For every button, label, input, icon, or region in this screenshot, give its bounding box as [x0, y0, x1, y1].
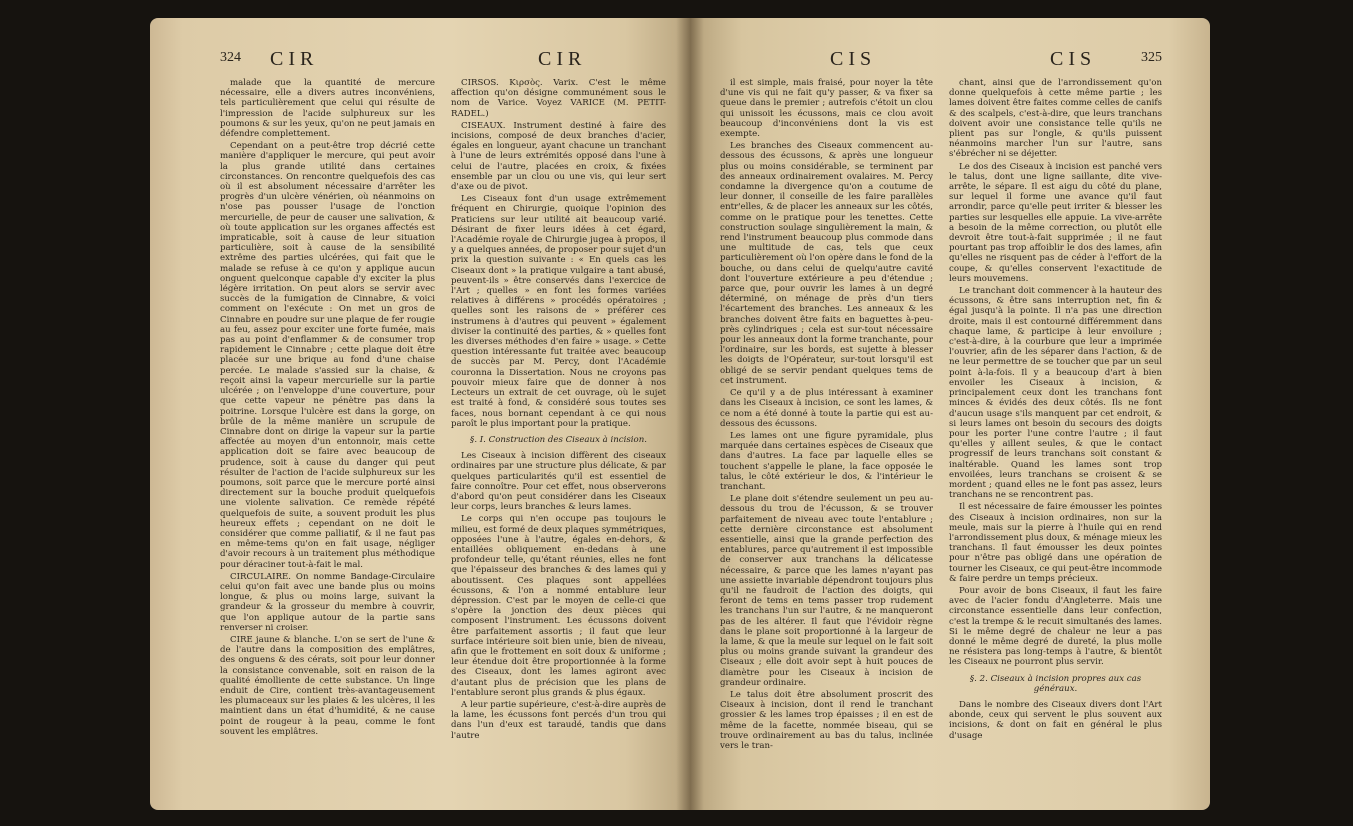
paragraph: CISEAUX. Instrument destiné à faire des incisions, composé de deux branches d'acier, égales en longueur, ayant chacune un tranchant à l'une de leurs extrémités opposé dans l'une à celui de l'autre, placées en croix, & fixées ensemble par un clou ou une vis, qui leur sert d'axe ou de pivot.: [451, 120, 666, 193]
right-page: [690, 18, 1210, 810]
paragraph: CIRE jaune & blanche. L'on se sert de l'une & de l'autre dans la composition des emplâtres, des onguens & des cérats, soit pour leur donner la consistance convenable, soit en raison de la qualité émolliente de cette substance. Un linge enduit de Cire, contient très-avantageusement les plumaceaux sur les plaies & les ulcères, il les maintient dans un état d'humidité, & ne cause point de rougeur à la peau, comme le font souvent les emplâtres.: [220, 634, 435, 737]
paragraph: chant, ainsi que de l'arrondissement qu'on donne quelquefois à cette même partie ; les lames doivent être faites comme celles de canifs & des scalpels, c'est-à-dire, que leurs tranchans doivent avoir une consistance telle qu'ils ne plient pas sur l'ongle, & qu'ils puissent néanmoins marcher l'un sur l'autre, sans s'ébrécher ni se déjetter.: [949, 78, 1162, 160]
paragraph: Le corps qui n'en occupe pas toujours le milieu, est formé de deux plaques symmétriques, opposées l'une à l'autre, égales en-dehors, & entaillées obliquement en-dedans à une profondeur telle, qu'étant réunies, elles ne font que l'épaisseur des branches & des lames qui y aboutissent. Ces plaques sont appellées écussons, & l'on a nommé entablure leur dépression. C'est par le moyen de celle-ci que s'opère la jonction des deux pièces qui composent l'instrument. Les écussons doivent être parfaitement assortis ; il faut que leur surface intérieure soit bien unie, bien de niveau, afin que le frottement en soit doux & uniforme ; leur étendue doit être proportionnée à la forme des Ciseaux, dont les lames agiront avec d'autant plus de précision que les plans de l'entablure seront plus grands & plus égaux.: [451, 514, 666, 698]
section-heading: §. I. Construction des Ciseaux à incision.: [470, 434, 647, 445]
right-running-head: [720, 48, 1162, 72]
paragraph: Il est nécessaire de faire émousser les pointes des Ciseaux à incision ordinaires, non sur la meule, mais sur la pierre à l'huile qui en rend l'arrondissement plus doux, & ménage mieux les tranchans. Il faut émousser les deux pointes pour n'être pas obligé dans une opération de tourner les Ciseaux, ce qui peut-être incommode & faire perdre un temps précieux.: [949, 502, 1162, 584]
paragraph: Le talus doit être absolument proscrit des Ciseaux à incision, dont il rend le tranchant grossier & les lames trop épaisses ; il en est de même de la facette, nommée biseau, qui se trouve ordinairement au bas du talus, inclinée vers le tran-: [720, 689, 933, 751]
paragraph: Le dos des Ciseaux à incision est panché vers le talus, dont une ligne saillante, dite vive-arrête, le sépare. Il est aigu du côté du plane, sur lequel il forme une avance qu'il faut arrondir, parce qu'elle peut irriter & blesser les parties sur lesquelles elle appuie. La vive-arrête a besoin de la même correction, ou plutôt elle devroit être tout-à-fait supprimée ; il ne faut pourtant pas trop affoiblir le dos des lames, afin qu'elles ne risquent pas de céder à l'effort de la coupe, & qu'elles conservent l'exactitude de leurs mouvemens.: [949, 161, 1162, 284]
paragraph: Le plane doit s'étendre seulement un peu au-dessous du trou de l'écusson, & se trouver parfaitement de niveau avec toute l'entablure ; cette dernière circonstance est absolument essentielle, ainsi que la grande perfection des entablures, parce qu'autrement il est impossible de conserver aux tranchans la délicatesse nécessaire, & parce que les lames n'ayant pas une assiette invariable dépendront toujours plus qu'il ne faudroit de l'action des doigts, qui feront de tems en tems passer trop rudement les tranchans l'un sur l'autre, & ne manqueront pas de les altérer. Il faut que l'évidoir règne dans le plane soit proportionné à la largeur de la lame, & que la meule sur lequel on le fait soit plus ou moins grande suivant la grandeur des Ciseaux ; elle doit avoir sept à huit pouces de diamètre pour les Ciseaux à incision de grandeur ordinaire.: [720, 494, 933, 688]
right-page-number: 325: [1141, 50, 1162, 65]
paragraph: Pour avoir de bons Ciseaux, il faut les faire avec de l'acier fondu d'Angleterre. Mais une circonstance essentielle dans leur confection, c'est la trempe & le recuit simultanés des lames. Si le même degré de chaleur ne leur a pas donné le même degré de dureté, la plus molle ne résistera pas long-temps à l'autre, & bientôt les Ciseaux ne pourront plus servir.: [949, 585, 1162, 668]
paragraph: Les Ciseaux font d'un usage extrêmement fréquent en Chirurgie, quoique l'opinion des Praticiens sur leur utilité ait beaucoup varié. Désirant de fixer leurs idées à cet égard, l'Académie royale de Chirurgie jugea à propos, il y a quelques années, de proposer pour sujet d'un prix la question suivante : « En quels cas les Ciseaux dont » la pratique vulgaire a tant abusé, peuvent-ils » être conservés dans l'exercice de l'Art ; quelles » en font les formes variées relatives à différens » procédés opératoires ; quelles sont les raisons de » préférer ces instrumens à d'autres qui peuvent » également diviser la continuité des parties, & » quelles font les diverses méthodes d'en faire » usage. » Cette question intéressante fut traitée avec beaucoup de succès par M. Percy, dont l'Académie couronna la Dissertation. Nous ne croyons pas pouvoir mieux faire que de donner à nos Lecteurs un extrait de cet ouvrage, où le sujet est traité à fond, & considéré sous toutes ses faces, nous bornant cependant à ce qui nous paroît le plus important pour la pratique.: [451, 194, 666, 429]
right-head-word-2: CIS: [1050, 48, 1097, 70]
paragraph: malade que la quantité de mercure nécessaire, elle a divers autres inconvéniens, tels particulièrement que celui qui résulte de l'impression de l'acide sulphureux sur les poumons & sur les yeux, qu'on ne peut jamais en défendre complettement.: [220, 78, 435, 140]
paragraph: CIRCULAIRE. On nomme Bandage-Circulaire celui qu'on fait avec une bande plus ou moins longue, & plus ou moins large, suivant la grandeur & la grosseur du membre à couvrir, que l'on applique autour de la partie sans renverser ni croiser.: [220, 571, 435, 633]
right-column-1: [720, 78, 933, 804]
paragraph: Ce qu'il y a de plus intéressant à examiner dans les Ciseaux à incision, ce sont les lames, & ce nom a été donné à toute la partie qui est au-dessous des écussons.: [720, 388, 933, 429]
paragraph: Le tranchant doit commencer à la hauteur des écussons, & être sans interruption net, fin & égal jusqu'à la pointe. Il n'a pas une direction droite, mais il est contourné différemment dans chaque lame, & participe à leur envoilure ; c'est-à-dire, à la courbure que leur a imprimée l'ouvrier, afin de les séparer dans l'action, & de ne leur permettre de se toucher que par un seul point à-la-fois. Il y a beaucoup d'art à bien envoiler les Ciseaux à incision, & principalement ceux dont les tranchans font minces & évidés des deux côtés. Ils ne font d'aucun usage s'ils manquent par cet endroit, & si leurs lames ont besoin du secours des doigts pour les porter l'une contre l'autre ; il faut qu'elles y aillent seules, & que le contact progressif de leurs tranchans soit constant & inaltérable. Quand les lames sont trop envoilées, leurs tranchans se croisent & se mordent ; quand elles ne le font pas assez, leurs tranchans ne se rencontrent pas.: [949, 286, 1162, 501]
left-head-word-2: CIR: [538, 48, 587, 70]
paragraph: Les Ciseaux à incision diffèrent des ciseaux ordinaires par une structure plus délicate, & par quelques particularités qu'il est essentiel de faire connoître. Pour cet effet, nous observerons d'abord qu'on peut considérer dans les Ciseaux leur corps, leurs branches & leurs lames.: [451, 451, 666, 513]
paragraph: Cependant on a peut-être trop décrié cette manière d'appliquer le mercure, qui peut avoir la plus grande utilité dans certaines circonstances. On rencontre quelquefois des cas où il est absolument nécessaire d'arrêter les progrès d'un ulcère vénérien, où néanmoins on n'ose pas pousser l'usage de l'onction mercurielle, de peur de causer une salivation, & où toute application sur les organes affectés est impraticable, soit à cause de leur situation particulière, soit à cause de la sensibilité extrême des parties ulcérées, qui fait que le malade se refuse à ce qu'on y applique aucun onguent quelconque capable d'y exciter la plus légère irritation. On peut alors se servir avec succès de la fumigation de Cinnabre, & voici comment on l'exécute : On met un gros de Cinnabre en poudre sur une plaque de fer rougie au feu, assez pour exciter une forte fumée, mais pas au point d'enflammer & de consumer trop rapidement le Cinnabre ; cette plaque doit être placée sur une brique au fond d'une chaise percée. Le malade s'assied sur la chaise, & reçoit ainsi la vapeur mercurielle sur la partie ulcérée ; on l'enveloppe d'une couverture, pour que cette vapeur ne pénètre pas dans la poitrine. Lorsque l'ulcère est dans la gorge, on brûle de la même manière un scrupule de Cinnabre dont on dirige la vapeur sur la partie affectée au moyen d'un entonnoir, mais cette application doit se faire avec beaucoup de prudence, soit à cause du danger qui peut résulter de l'action de l'acide sulphureux sur les poumons, soit parce que le mercure porté ainsi directement sur la bouche produit quelquefois une violente salivation. Ce remède répété quelquefois de suite, a souvent produit les plus heureux effets ; cependant on ne doit le considérer que comme palliatif, & il ne faut pas en même-tems qu'on en fait usage, négliger d'avoir recours à un traitement plus méthodique pour déraciner tout-à-fait le mal.: [220, 141, 435, 570]
paragraph: Les branches des Ciseaux commencent au-dessous des écussons, & après une longueur plus ou moins considérable, se terminent par des anneaux ordinairement ovalaires. M. Percy condamne la divergence qu'on a coutume de leur donner, il conseille de les faire parallèles entr'elles, & de placer les anneaux sur les côtés, comme on le pratique pour les tenettes. Cette construction soulage singulièrement la main, & rend l'instrument beaucoup plus commode dans une multitude de cas, tels que ceux particulièrement où l'on opère dans le fond de la bouche, ou dans celui de quelqu'autre cavité dont l'ouverture extérieure a peu d'étendue ; parce que, pour ouvrir les lames à un degré déterminé, on ménage de près d'un tiers l'écartement des branches. Les anneaux & les branches doivent être faits en baguettes à-peu-près cylindriques ; cela est sur-tout nécessaire pour les anneaux dont la forme tranchante, pour l'ordinaire, sur les bords, est sujette à blesser les doigts de l'Opérateur, sur-tout lorsqu'il est obligé de se servir pendant quelques tems de cet instrument.: [720, 141, 933, 386]
right-column-2: [949, 78, 1162, 804]
left-running-head: [220, 48, 666, 72]
paragraph: il est simple, mais fraisé, pour noyer la tête d'une vis qui ne fait qu'y passer, & va fixer sa queue dans le premier ; autrefois c'étoit un clou qui unissoit les écussons, mais ce clou avoit beaucoup d'inconvéniens dont la vis est exempte.: [720, 78, 933, 140]
left-page-number: 324: [220, 50, 241, 65]
right-head-word-1: CIS: [830, 48, 877, 70]
paragraph: Dans le nombre des Ciseaux divers dont l'Art abonde, ceux qui servent le plus souvent aux incisions, & dont on fait en général le plus d'usage: [949, 699, 1162, 741]
book-gutter: [676, 18, 704, 810]
left-column-2: [451, 78, 666, 804]
left-page: [150, 18, 690, 810]
paragraph: CIRSOS. Κιρσὸς. Varix. C'est le même affection qu'on désigne communément sous le nom de Varice. Voyez VARICE (M. PETIT-RADEL.): [451, 78, 666, 119]
paragraph: A leur partie supérieure, c'est-à-dire auprès de la lame, les écussons font percés d'un trou qui dans l'un d'eux est taraudé, tandis que dans l'autre: [451, 699, 666, 741]
left-column-1: [220, 78, 435, 804]
paragraph: Les lames ont une figure pyramidale, plus marquée dans certaines espèces de Ciseaux que dans d'autres. La face par laquelle elles se touchent s'appelle le plane, la face opposée le talus, le côté extérieur le dos, & l'intérieur le tranchant.: [720, 430, 933, 492]
left-head-word-1: CIR: [270, 48, 319, 70]
section-heading: §. 2. Ciseaux à incision propres aux cas généraux.: [969, 673, 1142, 694]
